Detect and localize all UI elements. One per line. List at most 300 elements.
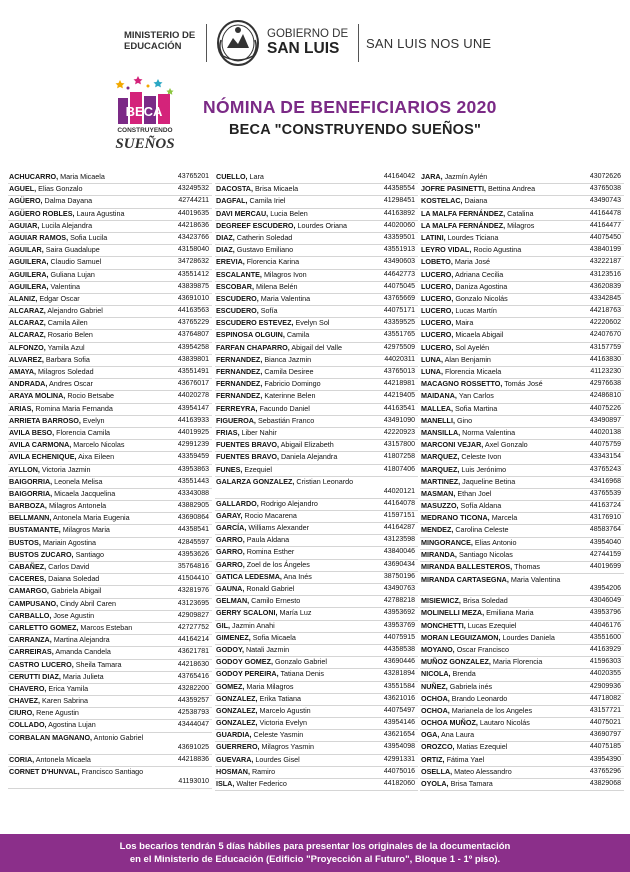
beneficiary-name (421, 706, 532, 717)
beneficiary-given-name: Ramiro (251, 766, 276, 776)
beneficiary-dni: 41807406 (383, 465, 415, 473)
beneficiary-surname: GARRO, (216, 535, 245, 545)
beneficiary-row (215, 547, 418, 559)
beneficiary-given-name: Luis Jerónimo (461, 464, 507, 474)
beneficiary-given-name: Sofia Martina (454, 403, 498, 413)
beneficiary-row (8, 599, 212, 611)
beneficiary-row (215, 572, 418, 584)
beneficiary-given-name: Marcos Esteban (80, 622, 133, 632)
beneficiary-given-name: Alejandro Gabriel (47, 306, 103, 316)
logo-word: BECA (125, 104, 163, 119)
beneficiary-surname: CARBALLO, (9, 610, 52, 620)
beneficiary-given-name: Milagros Antonela (48, 501, 107, 511)
beneficiary-name (9, 513, 130, 524)
beneficiary-surname: OCHOA, (421, 705, 450, 715)
beneficiary-row (420, 355, 624, 367)
beneficiary-row (215, 523, 418, 535)
beneficiary-row (215, 294, 418, 306)
beneficiary-dni: 41123230 (590, 368, 621, 375)
beneficiary-given-name: Milagros Ivon (263, 269, 307, 279)
beneficiary-dni: 44019635 (177, 209, 209, 217)
beneficiary-row (8, 733, 212, 755)
beneficiary-name (9, 209, 124, 220)
beneficiary-given-name: Jaqueline Betina (462, 476, 516, 486)
beneficiary-dni: 43551584 (383, 682, 415, 690)
government-line2: SAN LUIS (267, 40, 340, 57)
beneficiary-surname: GONZALEZ, (216, 705, 258, 715)
beneficiary-name (421, 755, 484, 766)
beneficiary-surname: AVILA CARMONA, (9, 440, 72, 450)
beneficiary-row (215, 694, 418, 706)
beneficiary-row (420, 596, 624, 608)
beneficiary-name (9, 404, 113, 415)
beneficiary-given-name: Lucia Belen (270, 208, 308, 218)
beneficiary-given-name: Brenda (452, 669, 476, 679)
beneficiary-given-name: Gino (456, 415, 473, 425)
beneficiary-name (9, 196, 92, 207)
beneficiary-row (8, 404, 212, 416)
beneficiary-given-name: Aixa Eileen (78, 452, 115, 462)
beneficiary-surname: LUCERO, (421, 318, 454, 328)
beneficiary-name (216, 416, 314, 427)
beneficiary-surname: CACERES, (9, 574, 47, 584)
beneficiary-name (216, 682, 294, 693)
beneficiary-given-name: Abigail del Valle (291, 342, 342, 352)
beneficiary-name (421, 379, 543, 390)
beneficiary-dni: 42845597 (177, 538, 209, 546)
beneficiary-surname: NUÑEZ, (421, 681, 448, 691)
beneficiary-given-name: Milagros (507, 220, 535, 230)
beneficiary-given-name: Tomás José (504, 379, 543, 389)
beneficiary-name (421, 489, 491, 500)
beneficiary-dni: 43690434 (383, 560, 415, 568)
beneficiary-name (421, 330, 503, 341)
beneficiary-surname: CASTRO LUCERO, (9, 659, 74, 669)
beneficiary-surname: MEDRANO TICONA, (421, 513, 490, 523)
beneficiary-surname: LOBETO, (421, 257, 453, 267)
beneficiary-name (421, 608, 534, 619)
beneficiary-given-name: Catherin Soledad (236, 232, 293, 242)
beneficiary-surname: GODOY PEREIRA, (216, 669, 279, 679)
beneficiary-surname: MISIEWICZ, (421, 596, 461, 606)
beneficiary-surname: MARQUEZ, (421, 464, 460, 474)
beneficiary-name (9, 257, 101, 268)
beneficiary-given-name: Natali Jazmin (245, 644, 290, 654)
beneficiary-row (8, 343, 212, 355)
beneficiary-dni: 42975509 (383, 343, 415, 351)
beneficiary-row (8, 257, 212, 269)
beneficiary-surname: GUEVARA, (216, 754, 254, 764)
beneficiary-dni: 41596303 (589, 658, 621, 666)
beneficiary-surname: BUSTOS ZUCARO, (9, 549, 74, 559)
beneficiary-given-name: Rodrigo Alejandro (260, 498, 318, 508)
beneficiary-surname: JARA, (421, 172, 443, 181)
beneficiary-name (216, 209, 308, 220)
beneficiary-given-name: Jazmin Anahi (231, 620, 275, 630)
beneficiary-given-name: Florencia Micaela (444, 367, 502, 376)
beneficiary-given-name: Leonela Melisa (54, 476, 103, 486)
beneficiary-given-name: Zoel de los Ángeles (246, 559, 310, 569)
beneficiary-surname: LA MALFA FERNÁNDEZ, (421, 208, 506, 218)
beneficiary-dni: 43953796 (589, 609, 621, 617)
beneficiary-surname: ALCARAZ, (9, 306, 46, 316)
beneficiary-name (9, 379, 93, 390)
beneficiary-name (216, 572, 312, 583)
beneficiary-dni: 44163724 (589, 502, 621, 510)
beneficiary-surname: MANELLI, (421, 415, 455, 425)
beneficiary-given-name: Rocio Betsabe (67, 391, 115, 401)
beneficiary-name (216, 621, 275, 632)
beneficiary-dni: 43765416 (177, 672, 209, 680)
beneficiary-row (8, 635, 212, 647)
beneficiary-name (9, 465, 91, 476)
beneficiary-name (421, 367, 501, 378)
beneficiary-row (420, 391, 624, 403)
beneficiary-surname: GODOY, (216, 644, 244, 654)
beneficiary-given-name: Milagros Maria (62, 525, 110, 535)
beneficiary-row (215, 621, 418, 633)
beneficiary-row (420, 574, 624, 596)
beneficiary-dni: 43490897 (589, 416, 621, 424)
beneficiary-name (216, 767, 275, 778)
beneficiary-surname: DAVI MERCAU, (216, 208, 269, 218)
beneficiary-dni: 43620839 (589, 282, 621, 290)
beneficiary-name (421, 452, 501, 463)
beneficiary-row (215, 596, 418, 608)
beneficiary-dni: 44020355 (589, 670, 621, 678)
beneficiary-dni: 44642773 (383, 270, 415, 278)
beneficiary-name (216, 718, 307, 729)
beneficiary-name (9, 233, 107, 244)
beneficiary-name (9, 635, 110, 646)
beneficiary-given-name: Daniza Agostina (455, 281, 508, 291)
beneficiary-given-name: Marcelo Agustin (259, 705, 311, 715)
beneficiary-row (215, 172, 418, 184)
beneficiary-dni: 43829068 (589, 780, 621, 787)
beneficiary-row (420, 608, 624, 620)
beneficiary-surname: FERNANDEZ, (216, 391, 263, 401)
beneficiary-given-name: Romina Maria Fernanda (35, 403, 113, 413)
beneficiary-surname: FARFAN CHAPARRO, (216, 342, 290, 352)
beneficiary-given-name: Sheila Tamara (75, 659, 122, 669)
beneficiary-dni: 43690864 (177, 514, 209, 522)
beneficiary-dni: 44075185 (589, 743, 621, 751)
beneficiary-name (216, 452, 337, 463)
beneficiary-row (8, 586, 212, 598)
beneficiary-given-name: Daniela Alejandra (280, 452, 338, 462)
beneficiary-surname: AGUILERA, (9, 281, 49, 291)
beneficiary-row (215, 608, 418, 620)
beneficiary-row (215, 465, 418, 477)
beneficiary-dni: 42220923 (383, 428, 415, 436)
motto: SAN LUIS NOS UNE (366, 36, 492, 51)
beneficiary-given-name: Ezequiel (244, 464, 272, 474)
beneficiary-row (420, 645, 624, 657)
beneficiary-given-name: Micaela Abigail (455, 330, 504, 340)
beneficiary-row (8, 489, 212, 501)
beneficiary-surname: ESCUDERO, (216, 293, 259, 303)
beneficiary-name (216, 535, 289, 546)
beneficiary-name (9, 440, 124, 451)
beneficiary-given-name: Carlos David (48, 562, 90, 571)
beneficiary-given-name: Adriana Cecilia (454, 269, 504, 279)
beneficiary-given-name: Gabriela Abigail (50, 586, 102, 596)
beneficiary-surname: KOSTELAC, (421, 196, 463, 206)
beneficiary-surname: EREVIA, (216, 257, 245, 267)
beneficiary-dni: 44019699 (589, 563, 621, 570)
beneficiary-row (420, 562, 624, 574)
beneficiary-dni: 43282200 (177, 684, 209, 692)
beneficiary-surname: CUELLO, (216, 172, 248, 181)
beneficiary-name (9, 489, 115, 500)
beneficiary-dni: 43953692 (383, 609, 415, 617)
beneficiary-name (421, 233, 498, 244)
beneficiary-given-name: Lourdes Daniela (502, 632, 555, 642)
beneficiary-name (216, 318, 329, 329)
beneficiary-row (215, 477, 418, 499)
beneficiary-surname: AGUEL, (9, 184, 37, 194)
beneficiary-dni: 44218636 (177, 221, 209, 229)
beneficiary-name (421, 428, 515, 439)
beneficiary-row (420, 742, 624, 754)
beneficiary-surname: LUCERO, (421, 293, 454, 303)
beneficiary-dni: 44163563 (177, 307, 209, 315)
beneficiary-row (420, 282, 624, 294)
beneficiary-row (420, 379, 624, 391)
beneficiary-row (420, 477, 624, 489)
beneficiary-name (421, 391, 494, 402)
beneficiary-name (421, 779, 493, 790)
beneficiary-name (421, 172, 487, 183)
beneficiary-given-name: Santiago Nicolas (458, 549, 513, 559)
beneficiary-row (215, 343, 418, 355)
beneficiary-surname: BARBOZA, (9, 501, 47, 511)
beneficiary-name (9, 720, 96, 731)
beneficiary-given-name: Katerinne Belen (264, 391, 316, 401)
beneficiary-dni: 43176910 (589, 514, 621, 522)
beneficiary-name (216, 755, 300, 766)
beneficiary-row (420, 233, 624, 245)
beneficiary-given-name: Bettina Andrea (487, 184, 536, 194)
beneficiary-given-name: Cristian Leonardo (296, 477, 354, 487)
logo-line1: CONSTRUYENDO (117, 127, 173, 134)
beneficiary-name (9, 525, 110, 536)
beneficiary-row (215, 257, 418, 269)
beneficiary-row (420, 465, 624, 477)
beneficiary-surname: MANSILLA, (421, 427, 461, 437)
beneficiary-surname: AGÜERO, (9, 196, 43, 206)
beneficiary-dni: 43765038 (589, 185, 621, 193)
beneficiary-dni: 43621781 (177, 648, 209, 656)
beneficiary-name (9, 562, 89, 573)
beneficiary-surname: GERRY SCALONI, (216, 608, 278, 618)
beneficiary-name (421, 355, 491, 366)
beneficiary-given-name: Camila Desiree (264, 367, 314, 376)
beneficiary-row (420, 330, 624, 342)
beneficiary-surname: MALLEA, (421, 403, 453, 413)
beneficiary-dni: 43551600 (589, 633, 621, 641)
beneficiary-dni: 43158040 (177, 246, 209, 254)
beneficiary-given-name: Lourdes Gisel (255, 754, 300, 764)
beneficiary-dni: 43765296 (589, 767, 621, 775)
beneficiary-given-name: María Luz (279, 608, 312, 618)
beneficiary-dni: 42538793 (177, 709, 209, 717)
beneficiary-given-name: Laura Agustina (76, 208, 125, 218)
beneficiary-surname: MARTINEZ, (421, 476, 461, 486)
beneficiary-name (9, 550, 104, 561)
beneficiary-dni: 44218981 (383, 380, 415, 388)
beneficiary-surname: AGUILAR, (9, 245, 44, 255)
beneficiary-dni: 43765013 (383, 368, 415, 375)
beneficiary-row (420, 270, 624, 282)
beneficiary-dni: 43342845 (589, 294, 621, 302)
beneficiary-row (8, 209, 212, 221)
beneficiary-surname: GODOY GOMEZ, (216, 657, 273, 667)
beneficiary-given-name: Oscar Francisco (456, 644, 510, 654)
beneficiary-given-name: Sol Ayelén (455, 342, 490, 352)
beneficiary-dni: 43359525 (383, 319, 415, 327)
beneficiary-name (216, 379, 321, 390)
beneficiary-name (9, 733, 159, 743)
beneficiary-dni: 43072626 (589, 173, 621, 180)
beneficiary-row (420, 245, 624, 257)
header-divider (358, 24, 359, 62)
beneficiary-name (216, 645, 289, 656)
beneficiary-row (420, 452, 624, 464)
beneficiary-surname: CERUTTI DIAZ, (9, 671, 61, 681)
beneficiary-row (420, 779, 624, 791)
beneficiary-given-name: Milena Belén (255, 281, 298, 291)
beneficiary-dni: 43123598 (383, 536, 415, 544)
beneficiary-name (216, 184, 298, 195)
beneficiary-row (215, 306, 418, 318)
beneficiary-name (9, 245, 100, 256)
beneficiary-row (215, 535, 418, 547)
beneficiary-name (9, 270, 95, 281)
beneficiary-surname: GARAY, (216, 510, 243, 520)
beneficiary-given-name: Maria Valentina (260, 293, 311, 303)
beneficiary-surname: NICOLA, (421, 669, 451, 679)
beneficiary-name (421, 501, 501, 512)
beneficiary-surname: COLLADO, (9, 720, 47, 730)
beneficiary-name (9, 660, 122, 671)
beneficiary-given-name: Matias Ezequiel (456, 742, 508, 752)
beneficiary-dni: 43490763 (383, 585, 415, 592)
beneficiary-name (216, 547, 294, 558)
beneficiary-row (420, 257, 624, 269)
page-header (0, 0, 630, 80)
beneficiary-surname: GOMEZ, (216, 681, 245, 691)
beneficiary-row (215, 245, 418, 257)
beneficiary-name (216, 233, 292, 244)
beneficiary-name (421, 245, 521, 256)
ministry-name: MINISTERIO DE EDUCACIÓN (124, 30, 196, 52)
beneficiary-dni: 41193010 (178, 777, 209, 785)
beneficiary-dni: 43444047 (177, 721, 209, 729)
beneficiary-name (421, 538, 516, 549)
beneficiary-row (8, 318, 212, 330)
beneficiary-dni: 44020121 (383, 487, 415, 495)
beneficiary-name (9, 599, 116, 610)
footer-notice (0, 834, 630, 872)
beneficiary-name (9, 696, 88, 707)
beneficiary-surname: LEYRO VIDAL, (421, 245, 472, 255)
beneficiary-row (420, 501, 624, 513)
beneficiary-given-name: Maria Julieta (62, 671, 104, 681)
beneficiary-name (9, 452, 114, 463)
beneficiary-name (421, 694, 507, 705)
beneficiary-name (421, 416, 472, 427)
beneficiary-name (9, 294, 80, 305)
beneficiary-dni: 44075915 (383, 633, 415, 641)
beneficiary-given-name: Saira Guadalupe (45, 245, 100, 255)
beneficiary-given-name: Dalma Dayana (44, 196, 93, 206)
beneficiary-surname: GONZALEZ, (216, 718, 258, 728)
beneficiary-dni: 43953769 (383, 621, 415, 629)
beneficiary-given-name: Claudio Samuel (50, 257, 102, 267)
beneficiary-dni: 43222187 (589, 258, 621, 266)
beneficiary-surname: DIAZ, (216, 245, 235, 255)
beneficiary-row (420, 196, 624, 208)
beneficiary-given-name: Celeste Yasmin (253, 730, 304, 740)
beneficiary-row (8, 184, 212, 196)
beneficiary-name (216, 257, 299, 268)
beneficiary-given-name: Carolina Celeste (455, 525, 509, 535)
beneficiary-column-2 (215, 172, 418, 791)
beneficiary-row (8, 513, 212, 525)
beneficiary-row (8, 428, 212, 440)
beneficiary-surname: GONZALEZ, (216, 693, 258, 703)
beneficiary-row (420, 221, 624, 233)
beneficiary-row (215, 669, 418, 681)
beneficiary-given-name: Maira (455, 318, 474, 328)
beneficiary-name (9, 647, 111, 658)
beneficiary-name (9, 767, 159, 777)
beneficiary-surname: CHAVERO, (9, 683, 47, 693)
beneficiary-name (421, 682, 492, 693)
beneficiary-name (421, 669, 476, 680)
beneficiary-row (215, 718, 418, 730)
beneficiary-name (216, 404, 310, 415)
beneficiary-name (216, 306, 278, 317)
beneficiary-surname: BAIGORRIA, (9, 476, 53, 486)
beneficiary-name (216, 270, 307, 281)
beneficiary-row (8, 550, 212, 562)
beneficiary-name (421, 343, 489, 354)
beneficiary-row (8, 767, 212, 789)
province-seal-icon (213, 18, 263, 68)
beneficiary-dni: 43765201 (177, 173, 209, 180)
beneficiary-row (420, 184, 624, 196)
beneficiary-name (9, 428, 110, 439)
beneficiary-given-name: Sebastián Franco (257, 415, 315, 425)
beneficiary-given-name: Micaela Jacquelina (54, 488, 116, 498)
beneficiary-name (216, 391, 315, 402)
beneficiary-dni: 43157800 (383, 441, 415, 449)
beneficiary-given-name: Elias Gonzalo (38, 184, 83, 194)
beneficiary-given-name: Andres Oscar (48, 379, 93, 389)
beneficiary-given-name: Ana Inés (283, 571, 312, 581)
beneficiary-name (9, 282, 80, 293)
beneficiary-row (8, 684, 212, 696)
beneficiary-row (215, 379, 418, 391)
beneficiary-row (215, 767, 418, 779)
beneficiary-surname: FUENTES BRAVO, (216, 440, 279, 450)
beneficiary-name (421, 550, 513, 561)
beneficiary-dni: 44163830 (589, 355, 621, 363)
beneficiary-dni: 44164478 (589, 209, 621, 217)
beneficiary-dni: 43491090 (383, 416, 415, 424)
